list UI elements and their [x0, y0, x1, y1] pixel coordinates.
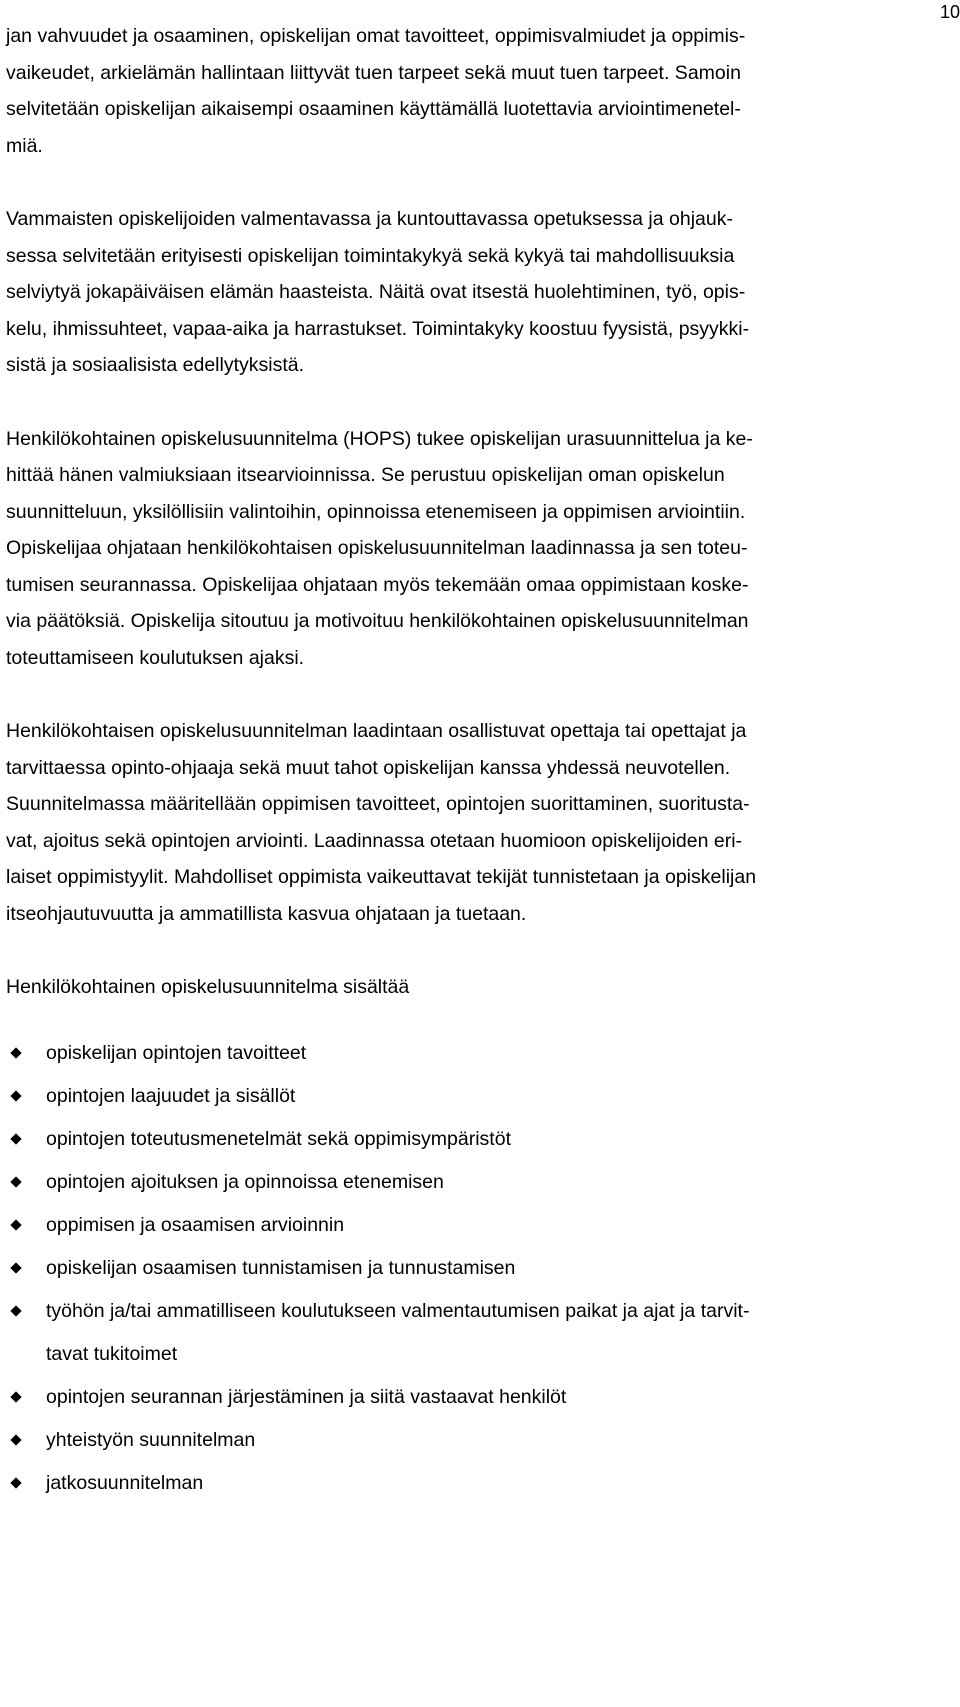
paragraph-1	[6, 18, 936, 164]
diamond-bullet-icon	[10, 1047, 21, 1058]
contents-list	[6, 1032, 936, 1505]
diamond-bullet-icon	[10, 1090, 21, 1101]
text-line: hittää hänen valmiuksiaan itsearvioinnissa. Se perustuu opiskelijan oman opiskelun	[6, 464, 725, 486]
list-item: opintojen ajoituksen ja opinnoissa etenemisen	[6, 1161, 936, 1204]
paragraph-4	[6, 713, 936, 932]
diamond-bullet-icon	[10, 1176, 21, 1187]
diamond-bullet-icon	[10, 1477, 21, 1488]
list-item: oppimisen ja osaamisen arvioinnin	[6, 1204, 936, 1247]
list-item: opiskelijan osaamisen tunnistamisen ja tunnustamisen	[6, 1247, 936, 1290]
list-item: opintojen seurannan järjestäminen ja siitä vastaavat henkilöt	[6, 1376, 936, 1419]
paragraph-2	[6, 201, 936, 384]
text-line: jan vahvuudet ja osaaminen, opiskelijan omat tavoitteet, oppimisvalmiudet ja oppimis-	[6, 25, 746, 47]
text-line: sessa selvitetään erityisesti opiskelijan toimintakykyä sekä kykyä tai mahdollisuuksia	[6, 244, 735, 267]
text-line: kelu, ihmissuhteet, vapaa-aika ja harrastukset. Toimintakyky koostuu fyysistä, psyykki-	[6, 317, 750, 340]
text-line: toteuttamiseen koulutuksen ajaksi.	[6, 646, 305, 669]
text-line: miä.	[6, 134, 43, 157]
diamond-bullet-icon	[10, 1219, 21, 1230]
list-item: työhön ja/tai ammatilliseen koulutukseen valmentautumisen paikat ja ajat ja tarvit- tavat tukitoimet	[6, 1290, 936, 1376]
text-line: via päätöksiä. Opiskelija sitoutuu ja motivoituu henkilökohtainen opiskelusuunnitelman	[6, 610, 749, 632]
diamond-bullet-icon	[10, 1305, 21, 1316]
text-line: selviytyä jokapäiväisen elämän haasteista. Näitä ovat itsestä huolehtiminen, työ, opis-	[6, 281, 746, 303]
text-line: laiset oppimistyylit. Mahdolliset oppimista vaikeuttavat tekijät tunnistetaan ja opiskelijan	[6, 866, 757, 888]
text-line: Henkilökohtainen opiskelusuunnitelma (HOPS) tukee opiskelijan urasuunnittelua ja ke-	[6, 427, 753, 450]
list-item: jatkosuunnitelman	[6, 1462, 936, 1505]
document-body	[6, 18, 936, 1505]
list-item: opiskelijan opintojen tavoitteet	[6, 1032, 936, 1075]
list-item: opintojen toteutusmenetelmät sekä oppimisympäristöt	[6, 1118, 936, 1161]
diamond-bullet-icon	[10, 1391, 21, 1402]
text-line: Henkilökohtainen opiskelusuunnitelma sisältää	[6, 976, 410, 998]
text-line: Henkilökohtaisen opiskelusuunnitelman laadintaan osallistuvat opettaja tai opettajat ja	[6, 720, 747, 742]
text-line: tarvittaessa opinto-ohjaaja sekä muut tahot opiskelijan kanssa yhdessä neuvotellen.	[6, 756, 731, 779]
diamond-bullet-icon	[10, 1133, 21, 1144]
text-line: vaikeudet, arkielämän hallintaan liittyvät tuen tarpeet sekä muut tuen tarpeet. Samoin	[6, 61, 741, 84]
text-line: tumisen seurannassa. Opiskelijaa ohjataan myös tekemään omaa oppimistaan koske-	[6, 573, 749, 596]
list-item: yhteistyön suunnitelman	[6, 1419, 936, 1462]
text-line: Suunnitelmassa määritellään oppimisen tavoitteet, opintojen suorittaminen, suoritusta-	[6, 793, 750, 815]
page-number: 10	[939, 2, 960, 22]
diamond-bullet-icon	[10, 1262, 21, 1273]
text-line: Opiskelijaa ohjataan henkilökohtaisen opiskelusuunnitelman laadinnassa ja sen toteu-	[6, 537, 748, 559]
list-intro	[6, 969, 936, 1006]
text-line: sistä ja sosiaalisista edellytyksistä.	[6, 354, 305, 376]
diamond-bullet-icon	[10, 1434, 21, 1445]
text-line: suunnitteluun, yksilöllisiin valintoihin, opinnoissa etenemiseen ja oppimisen arviointiin.	[6, 500, 746, 523]
text-line: vat, ajoitus sekä opintojen arviointi. Laadinnassa otetaan huomioon opiskelijoiden eri-	[6, 829, 743, 852]
list-item: opintojen laajuudet ja sisällöt	[6, 1075, 936, 1118]
text-line: itseohjautuvuutta ja ammatillista kasvua ohjataan ja tuetaan.	[6, 902, 527, 925]
text-line: Vammaisten opiskelijoiden valmentavassa ja kuntouttavassa opetuksessa ja ohjauk-	[6, 208, 733, 230]
text-line: selvitetään opiskelijan aikaisempi osaaminen käyttämällä luotettavia arviointimenetel-	[6, 98, 741, 120]
paragraph-3	[6, 421, 936, 677]
